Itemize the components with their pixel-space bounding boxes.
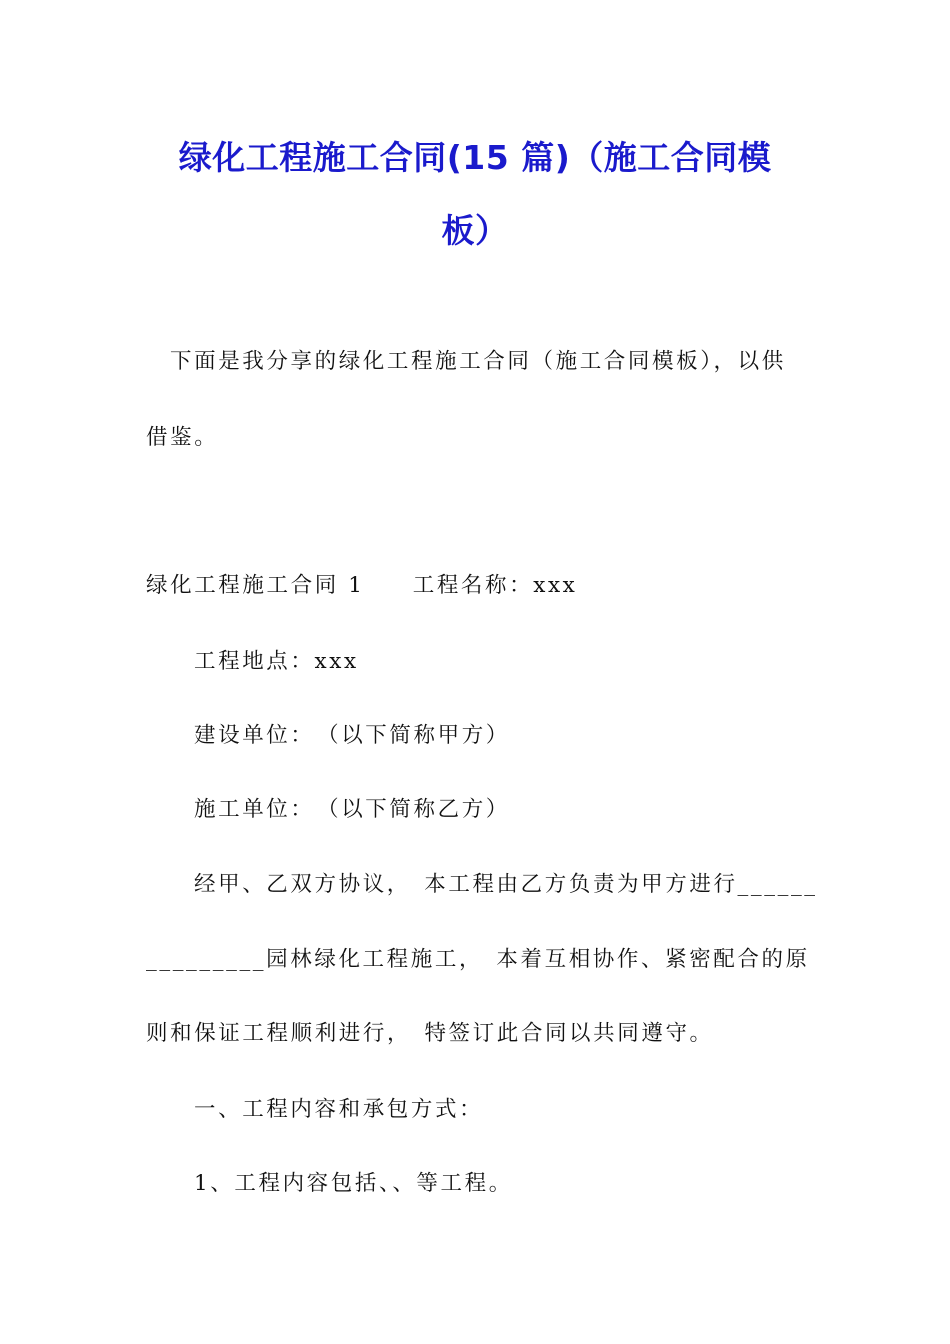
document-title-line-1: 绿化工程施工合同(15 篇)（施工合同模 [178, 138, 772, 177]
contract-header: 绿化工程施工合同 1 工程名称：xxx [146, 573, 578, 598]
section-1-heading: 一、工程内容和承包方式： [194, 1097, 484, 1122]
builder-unit: 建设单位： （以下简称甲方） [194, 723, 510, 748]
intro-line-2: 借鉴。 [146, 425, 219, 450]
intro-line-1: 下面是我分享的绿化工程施工合同（施工合同模板），以供 [170, 349, 786, 374]
constructor-unit: 施工单位： （以下简称乙方） [194, 797, 510, 822]
project-location: 工程地点：xxx [194, 649, 359, 674]
section-1-item-1: 1、工程内容包括、、等工程。 [194, 1171, 513, 1196]
agreement-line-3: 则和保证工程顺利进行， 特签订此合同以共同遵守。 [146, 1021, 714, 1046]
document-title-line-2: 板） [441, 211, 509, 250]
agreement-line-1: 经甲、乙双方协议， 本工程由乙方负责为甲方进行______ [194, 872, 818, 897]
agreement-line-2: _________园林绿化工程施工， 本着互相协作、紧密配合的原 [146, 947, 810, 972]
